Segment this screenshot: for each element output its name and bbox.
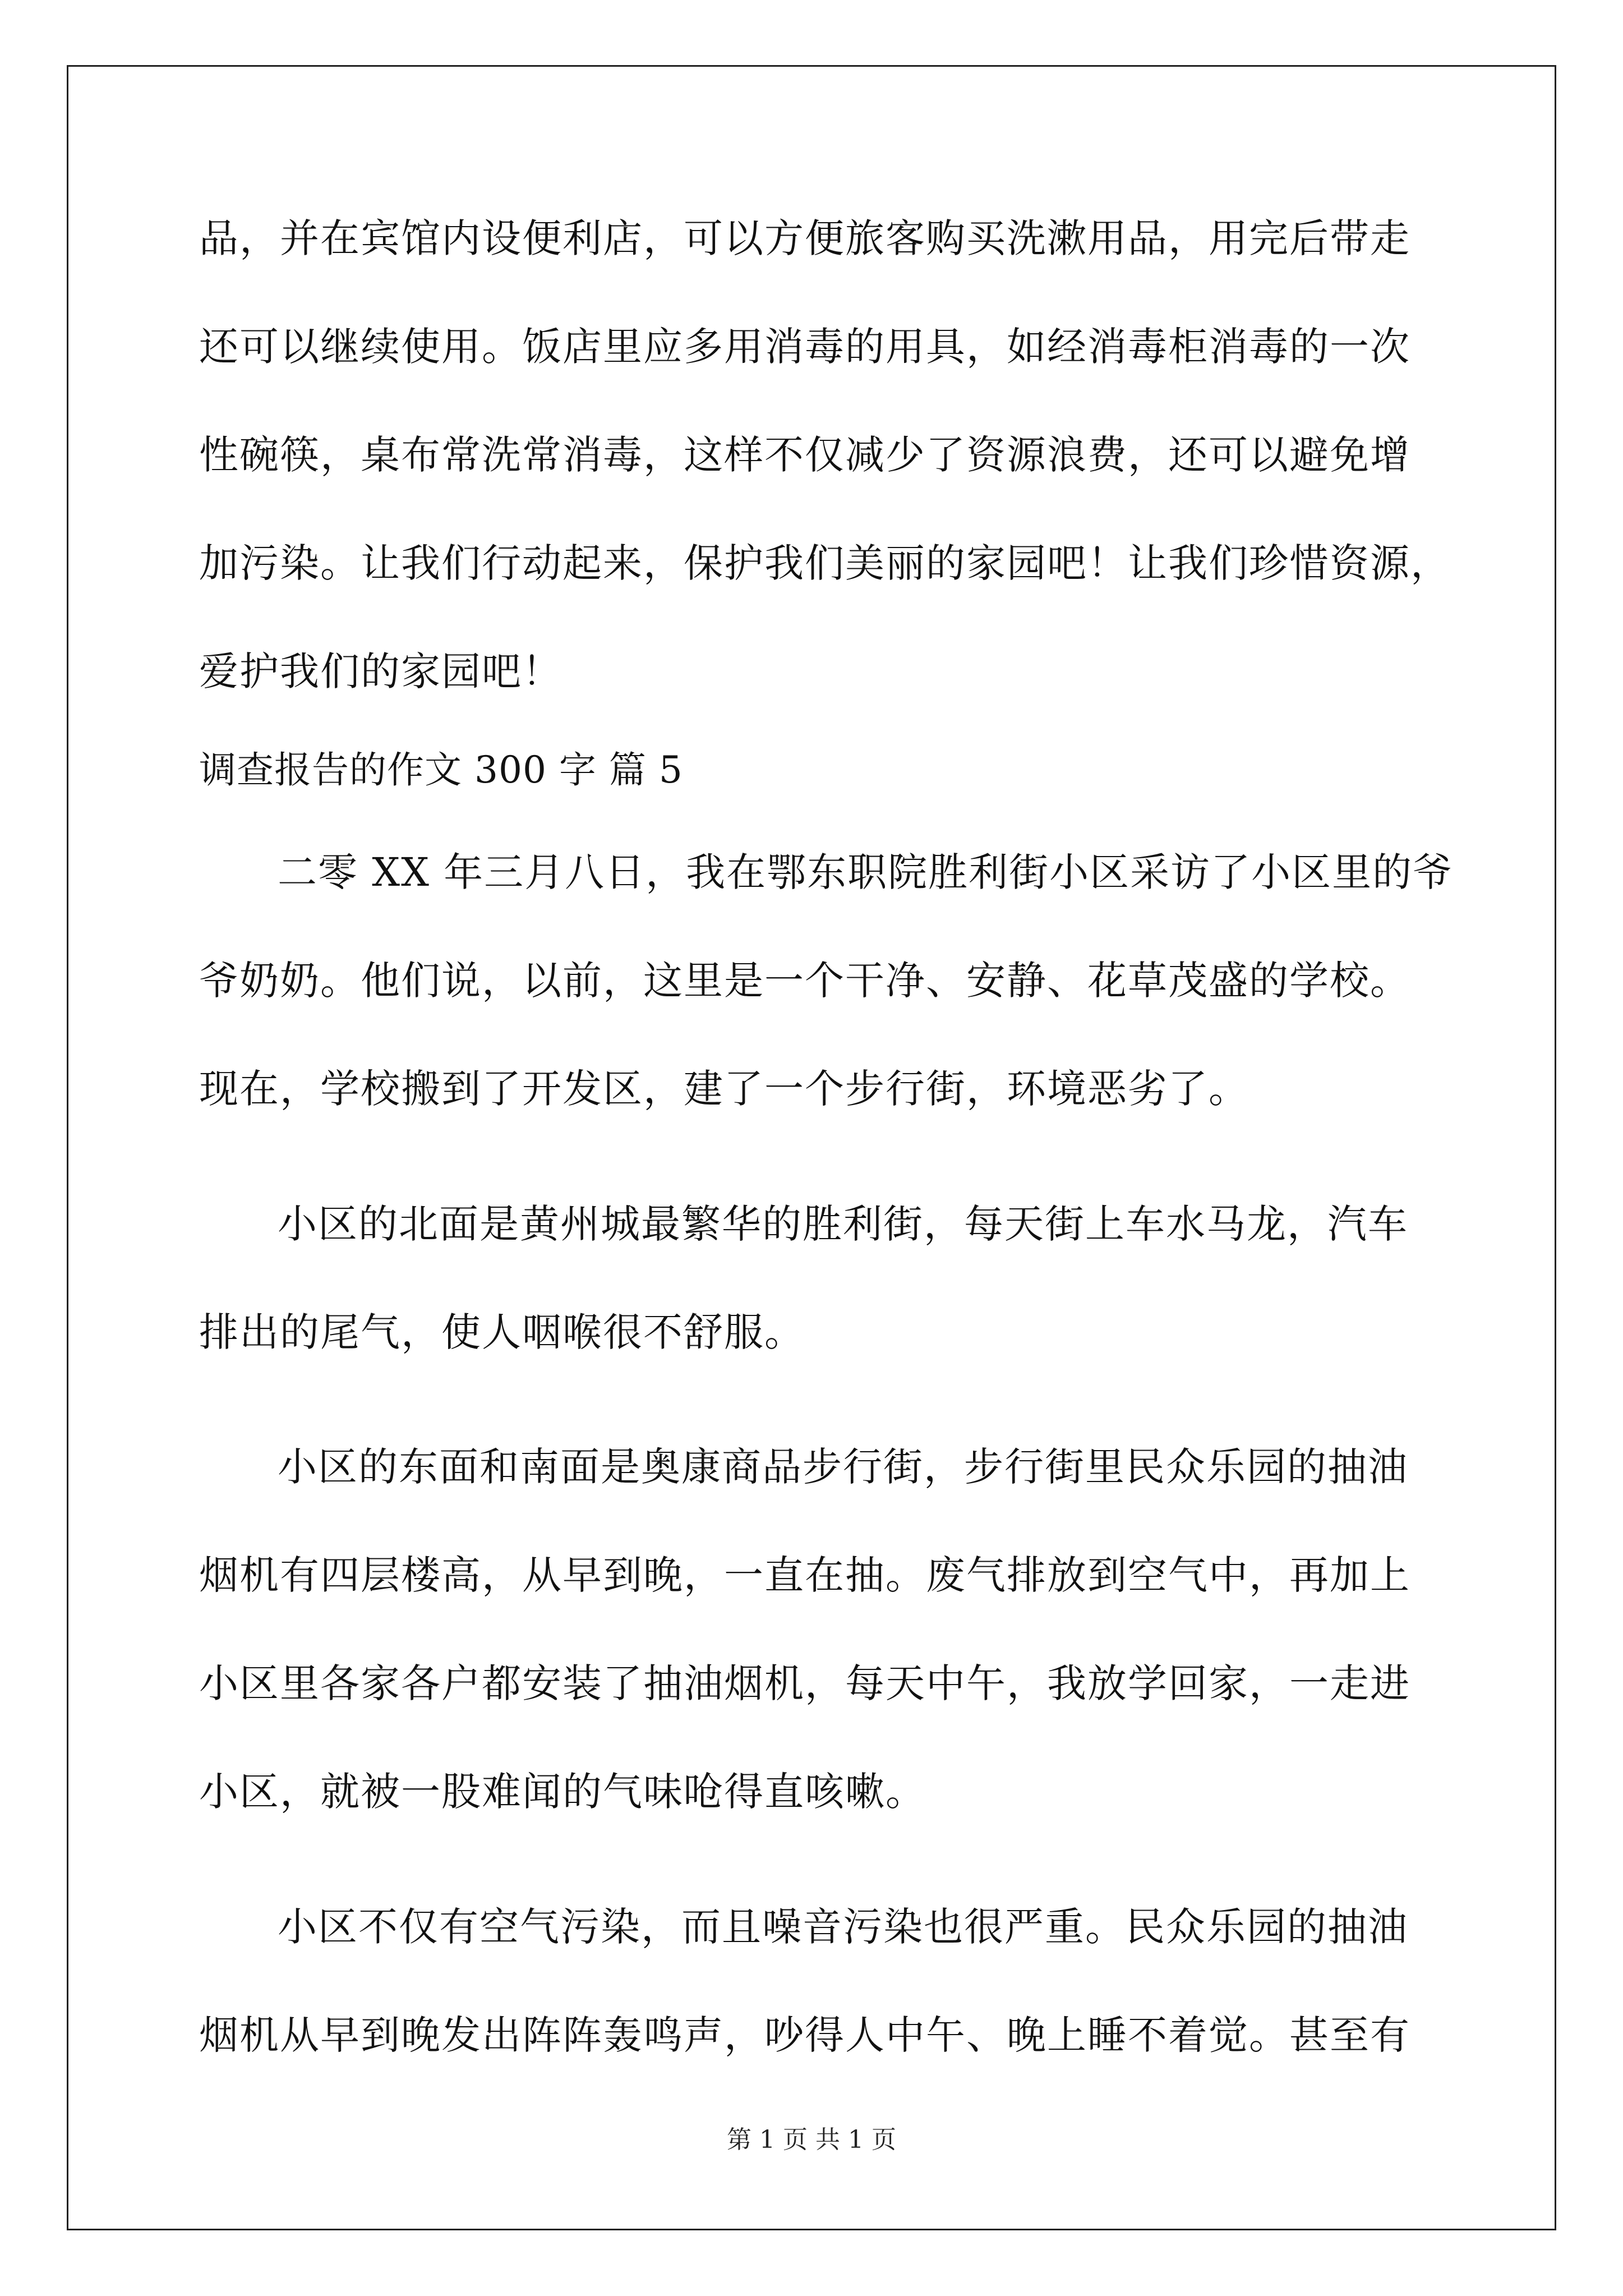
body-line: 品，并在宾馆内设便利店，可以方便旅客购买洗漱用品，用完后带走: [199, 215, 1410, 261]
paragraph-line: 爷奶奶。他们说，以前，这里是一个干净、安静、花草茂盛的学校。: [199, 958, 1410, 1004]
page-footer: 第 1 页 共 1 页: [727, 2125, 896, 2154]
paragraph-line: 二零 XX 年三月八日，我在鄂东职院胜利街小区采访了小区里的爷: [278, 849, 1454, 895]
body-line: 性碗筷，桌布常洗常消毒，这样不仅减少了资源浪费，还可以避免增: [199, 432, 1410, 478]
paragraph-line: 现在，学校搬到了开发区，建了一个步行街，环境恶劣了。: [199, 1066, 1249, 1112]
body-line: 加污染。让我们行动起来，保护我们美丽的家园吧！让我们珍惜资源，: [199, 540, 1451, 586]
paragraph-line: 小区的北面是黄州城最繁华的胜利街，每天街上车水马龙，汽车: [278, 1201, 1408, 1247]
paragraph-line: 烟机从早到晚发出阵阵轰鸣声，吵得人中午、晚上睡不着觉。甚至有: [199, 2012, 1410, 2058]
paragraph-line: 烟机有四层楼高，从早到晚，一直在抽。废气排放到空气中，再加上: [199, 1552, 1410, 1598]
body-line: 还可以继续使用。饭店里应多用消毒的用具，如经消毒柜消毒的一次: [199, 324, 1410, 370]
paragraph-line: 小区的东面和南面是奥康商品步行街，步行街里民众乐园的抽油: [278, 1444, 1408, 1490]
paragraph-line: 小区不仅有空气污染，而且噪音污染也很严重。民众乐园的抽油: [278, 1904, 1408, 1950]
section-heading: 调查报告的作文 300 字 篇 5: [199, 748, 683, 792]
paragraph-line: 排出的尾气，使人咽喉很不舒服。: [199, 1309, 805, 1355]
paragraph-line: 小区里各家各户都安装了抽油烟机，每天中午，我放学回家，一走进: [199, 1660, 1410, 1706]
paragraph-line: 小区，就被一股难闻的气味呛得直咳嗽。: [199, 1769, 926, 1815]
body-line: 爱护我们的家园吧！: [199, 648, 562, 694]
